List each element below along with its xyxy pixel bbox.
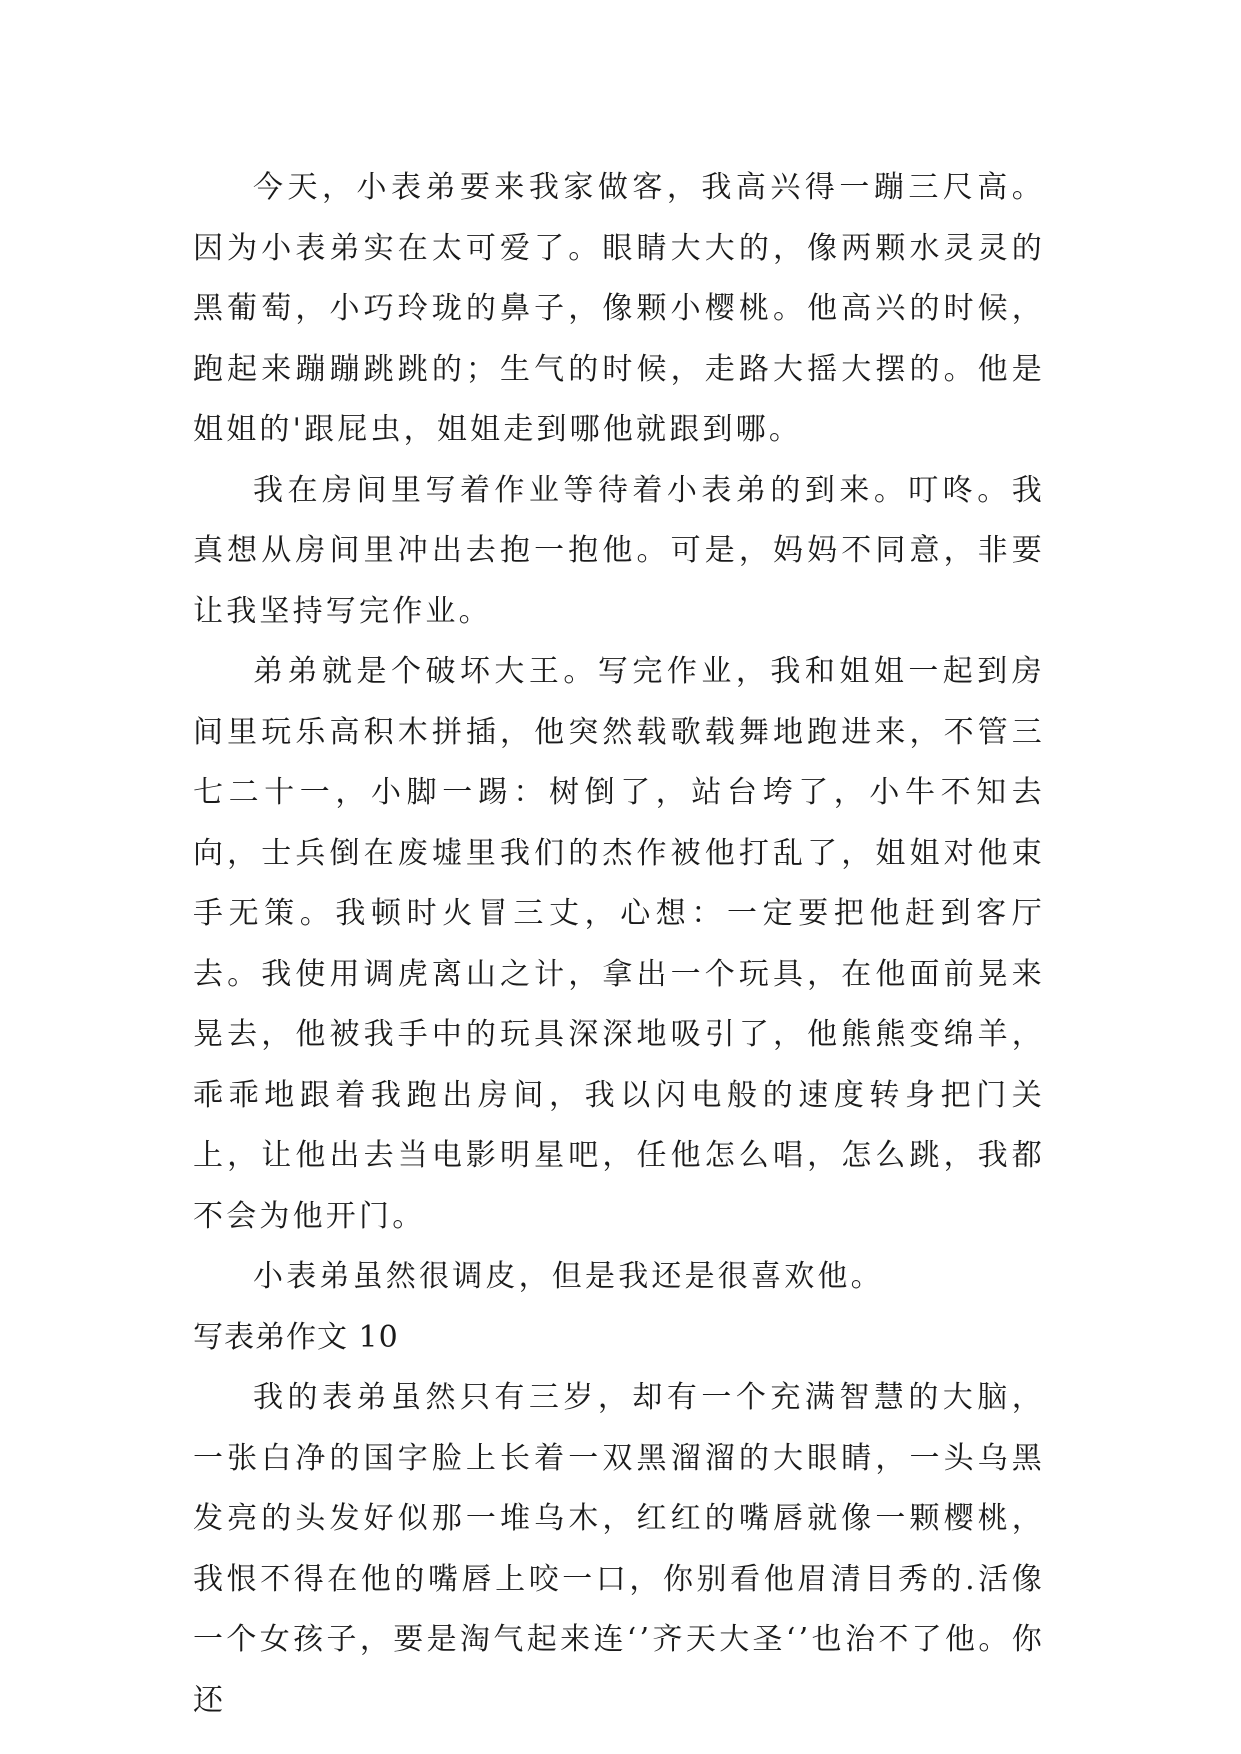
paragraph-3: 弟弟就是个破坏大王。写完作业，我和姐姐一起到房间里玩乐高积木拼插，他突然载歌载舞地跑进来，不管三七二十一，小脚一踢：树倒了，站台垮了，小牛不知去向，士兵倒在废墟里我们的杰作被他打乱了，姐姐对他束手无策。我顿时火冒三丈，心想：一定要把他赶到客厅去。我使用调虎离山之计，拿出一个玩具，在他面前晃来晃去，他被我手中的玩具深深地吸引了，他熊熊变绵羊，乖乖地跟着我跑出房间，我以闪电般的速度转身把门关上，让他出去当电影明星吧，任他怎么唱，怎么跳，我都不会为他开门。 bbox=[193, 654, 1045, 1234]
paragraph-4: 小表弟虽然很调皮，但是我还是很喜欢他。 bbox=[253, 1259, 884, 1294]
paragraph-5: 我的表弟虽然只有三岁，却有一个充满智慧的大脑，一张白净的国字脸上长着一双黑溜溜的大眼睛，一头乌黑发亮的头发好似那一堆乌木，红红的嘴唇就像一颗樱桃，我恨不得在他的嘴唇上咬一口，你别看他眉清目秀的.活像一个女孩子，要是淘气起来连‘’齐天大圣‘’也治不了他。你还 bbox=[193, 1380, 1045, 1718]
paragraph-2: 我在房间里写着作业等待着小表弟的到来。叮咚。我真想从房间里冲出去抱一抱他。可是，妈妈不同意，非要让我坚持写完作业。 bbox=[193, 472, 1045, 629]
document-body bbox=[193, 158, 1045, 1731]
paragraph-1: 今天，小表弟要来我家做客，我高兴得一蹦三尺高。因为小表弟实在太可爱了。眼睛大大的，像两颗水灵灵的黑葡萄，小巧玲珑的鼻子，像颗小樱桃。他高兴的时候，跑起来蹦蹦跳跳的；生气的时候，走路大摇大摆的。他是姐姐的'跟屁虫，姐姐走到哪他就跟到哪。 bbox=[193, 170, 1045, 447]
section-heading: 写表弟作文 10 bbox=[193, 1319, 399, 1355]
